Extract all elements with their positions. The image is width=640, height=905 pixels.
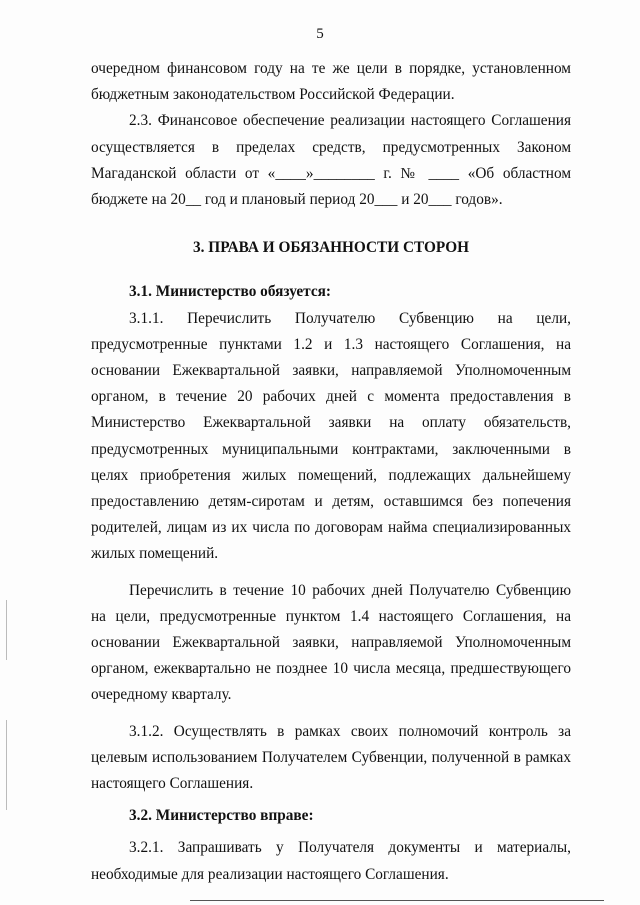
subheading-3-2: 3.2. Министерство вправе: <box>129 807 314 825</box>
scan-edge-mark <box>6 720 7 810</box>
paragraph-3-1-1: 3.1.1. Перечислить Получателю Субвенцию на цели, предусмотренные пунктами 1.2 и 1.3 настоящего Соглашения, на основании Ежеквартальной заявки, направляемой Уполномоченным органом, в течение 20 рабочих дней с момента предоставления в Министерство Ежеквартальной заявки на оплату обязательств, предусмотренных муниципальными контрактами, заключенными в целях приобретения жилых помещений, подлежащих дальнейшему предоставлению детям-сиротам и детям, оставшимся без попечения родителей, лицам из их числа по договорам найма специализированных жилых помещений. <box>91 309 571 563</box>
page-number: 5 <box>316 26 324 42</box>
document-body <box>91 56 571 888</box>
paragraph-3-2-1: 3.2.1. Запрашивать у Получателя документы и материалы, необходимые для реализации настоящего Соглашения. <box>91 839 571 883</box>
footer-rule <box>190 900 604 901</box>
paragraph-continuation: очередном финансовом году на те же цели в порядке, установленном бюджетным законодательством Российской Федерации. <box>91 60 571 104</box>
paragraph-transfer-10-days: Перечислить в течение 10 рабочих дней Получателю Субвенцию на цели, предусмотренные пунктом 1.4 настоящего Соглашения, на основании Ежеквартальной заявки, направляемой Уполномоченным органом, ежеквартально не позднее 10 числа месяца, предшествующего очередному кварталу. <box>91 581 571 704</box>
section-heading: 3. ПРАВА И ОБЯЗАННОСТИ СТОРОН <box>193 239 469 257</box>
paragraph-2-3: 2.3. Финансовое обеспечение реализации настоящего Соглашения осуществляется в пределах средств, предусмотренных Законом Магаданской области от «____»________ г. № ____ «Об областном бюджете на 20__ год и плановый период 20___ и 20___ годов». <box>91 112 571 209</box>
scan-edge-mark <box>6 600 7 660</box>
subheading-3-1: 3.1. Министерство обязуется: <box>129 283 332 301</box>
paragraph-3-1-2: 3.1.2. Осуществлять в рамках своих полномочий контроль за целевым использованием Получателем Субвенции, полученной в рамках настоящего Соглашения. <box>91 722 571 793</box>
